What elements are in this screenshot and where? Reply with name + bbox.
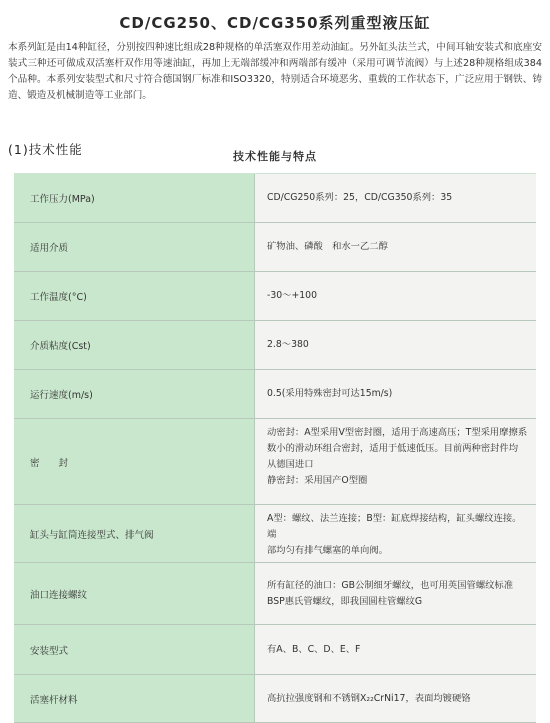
intro-paragraph: 本系列缸是由14种缸径，分别按四种速比组成28种规格的单活塞双作用差动油缸。另外缸头法兰式，中间耳轴安装式和底座安装式三种还可做成双活塞杆双作用等速油缸，再加上无端部缓冲和两端部有缓冲（采用可调节流阀）与上述28种规格组成384个品种。本系列安装型式和尺寸符合德国钢厂标准和ISO3320，特别适合环境恶劣、重载的工作状态下，广泛应用于钢铁、铸造、锻造及机械制造等工业部门。 — [8, 42, 542, 101]
row-value — [254, 419, 536, 504]
spec-table — [14, 173, 536, 723]
value-line: 有A、B、C、D、E、F — [267, 643, 361, 655]
value-line: 部均匀有排气螺塞的单向阀。 — [267, 545, 388, 556]
row-label: 介质粘度(Cst) — [14, 321, 254, 369]
table-row — [14, 321, 536, 370]
row-value — [254, 370, 536, 418]
table-row — [14, 272, 536, 321]
value-line: 数小的滑动环组合密封，适用于低速低压。目前两种密封件均 — [267, 443, 519, 454]
row-label: 运行速度(m/s) — [14, 370, 254, 418]
table-row — [14, 419, 536, 505]
row-value — [254, 223, 536, 271]
value-line: A型：螺纹、法兰连接；B型：缸底焊接结构，缸头螺纹连接。端 — [267, 513, 522, 540]
table-row — [14, 505, 536, 563]
value-line: 从德国进口 — [267, 459, 314, 470]
value-line: 2.8～380 — [267, 339, 309, 350]
row-value — [254, 272, 536, 320]
row-value — [254, 625, 536, 674]
table-row — [14, 370, 536, 419]
row-label: 安装型式 — [14, 625, 254, 674]
row-label: 油口连接螺纹 — [14, 563, 254, 624]
value-line: 所有缸径的油口：GB公制细牙螺纹，也可用英国管螺纹标准 — [267, 579, 514, 591]
row-value — [254, 174, 536, 222]
row-label: 缸头与缸筒连接型式、排气阀 — [14, 505, 254, 562]
table-row — [14, 675, 536, 723]
value-line: 0.5(采用特殊密封可达15m/s) — [267, 388, 393, 399]
table-row — [14, 174, 536, 223]
value-line: CD/CG250系列：25，CD/CG350系列：35 — [267, 192, 453, 203]
value-line: 静密封：采用国产O型圈 — [267, 475, 368, 486]
row-value — [254, 563, 536, 624]
value-line: -30～+100 — [267, 290, 318, 301]
section-heading: (1)技术性能 — [8, 142, 83, 157]
row-label: 适用介质 — [14, 223, 254, 271]
table-row — [14, 625, 536, 675]
table-row — [14, 563, 536, 625]
value-line: 矿物油、磷酸 和水一乙二醇 — [267, 241, 388, 252]
page-title: CD/CG250、CD/CG350系列重型液压缸 — [119, 14, 431, 32]
row-label: 工作压力(MPa) — [14, 174, 254, 222]
table-heading: 技术性能与特点 — [233, 150, 317, 163]
value-line: 高抗拉强度钢和不锈钢X₂₂CrNi17，表面均镀硬铬 — [267, 692, 471, 704]
value-line: BSP惠氏管螺纹，即我国圆柱管螺纹G — [267, 595, 423, 607]
row-value — [254, 675, 536, 722]
row-value — [254, 505, 536, 562]
row-value — [254, 321, 536, 369]
table-row — [14, 223, 536, 272]
row-label: 密 封 — [14, 419, 254, 504]
row-label: 活塞杆材料 — [14, 675, 254, 722]
value-line: 动密封：A型采用V型密封圈，适用于高速高压；T型采用摩擦系 — [267, 427, 528, 438]
row-label: 工作温度(°C) — [14, 272, 254, 320]
